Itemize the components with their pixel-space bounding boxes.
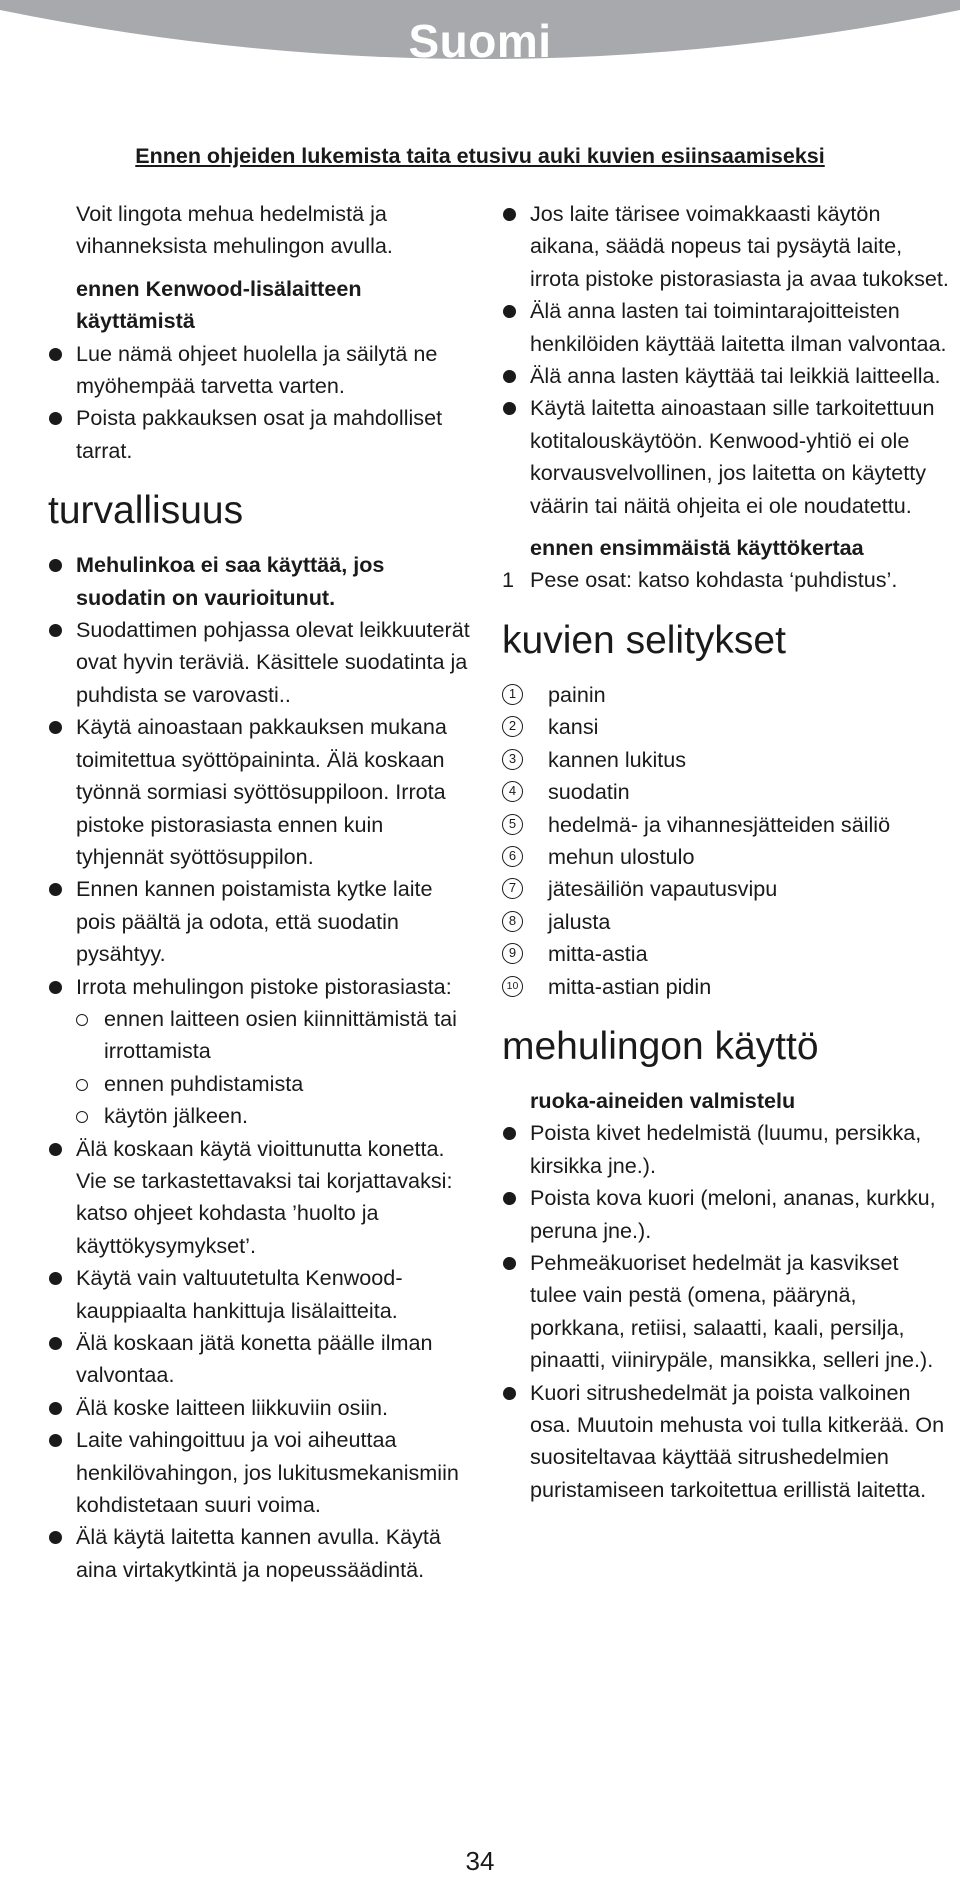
intro-text: Voit lingota mehua hedelmistä ja vihanneksista mehulingon avulla. <box>76 201 393 259</box>
before-use-heading: ennen Kenwood-lisälaitteen käyttämistä <box>76 275 362 334</box>
legend-number: 3 <box>502 749 523 770</box>
unplug-sublist <box>76 1003 476 1133</box>
legend-label: mehun ulostulo <box>548 843 695 869</box>
list-item: Poista pakkauksen osat ja mahdolliset tarrat. <box>76 402 476 467</box>
safety-list-continued <box>530 198 950 522</box>
legend-item <box>508 776 950 808</box>
list-item: Käytä ainoastaan pakkauksen mukana toimitettua syöttöpaininta. Älä koskaan työnnä sormiasi syöttösuppiloon. Irrota pistoke pistorasiasta ennen kuin tyhjennät syöttösuppilon. <box>76 711 476 873</box>
legend-label: hedelmä- ja vihannesjätteiden säiliö <box>548 811 891 837</box>
list-item: Kuori sitrushedelmät ja poista valkoinen osa. Muutoin mehusta voi tulla kitkerää. On suositeltavaa käyttää sitrushedelmien puristamiseen tarkoitettua erillistä laitetta. <box>530 1377 950 1507</box>
legend-title: kuvien selitykset <box>502 618 786 662</box>
list-item: Suodattimen pohjassa olevat leikkuuterät ovat hyvin teräviä. Käsittele suodatinta ja puhdista se varovasti.. <box>76 614 476 711</box>
legend-label: jalusta <box>548 908 611 934</box>
legend-label: mitta-astia <box>548 941 648 967</box>
legend-item <box>506 971 950 1003</box>
list-item <box>76 971 476 1133</box>
list-item: Lue nämä ohjeet huolella ja säilytä ne myöhempää tarvetta varten. <box>76 338 476 403</box>
page-number: 34 <box>465 1846 495 1876</box>
step-text: Pese osat: katso kohdasta ‘puhdistus’. <box>530 567 898 593</box>
list-item: Laite vahingoittuu ja voi aiheuttaa henkilövahingon, jos lukitusmekanismiin kohdistetaan suuri voima. <box>76 1424 476 1521</box>
sub-list-item: ennen puhdistamista <box>76 1068 476 1100</box>
prep-heading: ruoka-aineiden valmistelu <box>530 1087 796 1113</box>
list-item: Älä anna lasten tai toimintarajoitteisten henkilöiden käyttää laitetta ilman valvontaa. <box>530 295 950 360</box>
legend-number: 4 <box>502 781 523 802</box>
safety-title: turvallisuus <box>48 489 244 533</box>
first-use-heading: ennen ensimmäistä käyttökertaa <box>530 535 864 561</box>
sub-list-item: käytön jälkeen. <box>76 1100 476 1132</box>
step-item <box>502 564 950 596</box>
safety-list <box>76 549 476 1586</box>
legend-number: 7 <box>502 878 523 899</box>
prep-list <box>530 1117 950 1506</box>
list-item: Älä koske laitteen liikkuviin osiin. <box>76 1392 476 1424</box>
legend-item <box>508 711 950 743</box>
left-column <box>48 198 476 1586</box>
unplug-text: Irrota mehulingon pistoke pistorasiasta: <box>76 973 452 999</box>
step-number: 1 <box>502 567 515 593</box>
page-title: Suomi <box>408 15 552 67</box>
legend-item <box>508 873 950 905</box>
legend-item <box>508 744 950 776</box>
list-item: Poista kivet hedelmistä (luumu, persikka, kirsikka jne.). <box>530 1117 950 1182</box>
list-item: Älä anna lasten käyttää tai leikkiä laitteella. <box>530 360 950 392</box>
legend-item <box>508 906 950 938</box>
legend-item <box>508 679 950 711</box>
legend-number: 10 <box>502 976 523 997</box>
first-use-steps <box>502 564 950 596</box>
legend-label: kannen lukitus <box>548 746 687 772</box>
list-item: Ennen kannen poistamista kytke laite pois päältä ja odota, että suodatin pysähtyy. <box>76 873 476 970</box>
legend-label: kansi <box>548 714 599 740</box>
legend-item <box>508 809 950 841</box>
right-column <box>502 198 950 1506</box>
before-use-list <box>76 338 476 468</box>
legend-label: suodatin <box>548 779 630 805</box>
legend-label: jätesäiliön vapautusvipu <box>548 876 778 902</box>
intro-note: Ennen ohjeiden lukemista taita etusivu auki kuvien esiinsaamiseksi <box>135 144 825 168</box>
usage-title: mehulingon käyttö <box>502 1024 819 1068</box>
list-item: Poista kova kuori (meloni, ananas, kurkku, peruna jne.). <box>530 1182 950 1247</box>
legend-item <box>508 938 950 970</box>
legend-number: 6 <box>502 846 523 867</box>
list-item: Älä koskaan käytä vioittunutta konetta. Vie se tarkastettavaksi tai korjattavaksi: katso ohjeet kohdasta ’huolto ja käyttökysymykset’. <box>76 1133 476 1263</box>
list-item: Älä koskaan jätä konetta päälle ilman valvontaa. <box>76 1327 476 1392</box>
legend-number: 2 <box>502 716 523 737</box>
list-item: Älä käytä laitetta kannen avulla. Käytä aina virtakytkintä ja nopeussäädintä. <box>76 1521 476 1586</box>
list-item: Käytä vain valtuutetulta Kenwood-kauppiaalta hankittuja lisälaitteita. <box>76 1262 476 1327</box>
sub-list-item: ennen laitteen osien kiinnittämistä tai irrottamista <box>76 1003 476 1068</box>
legend-list <box>506 679 950 1003</box>
list-item: Jos laite tärisee voimakkaasti käytön aikana, säädä nopeus tai pysäytä laite, irrota pistoke pistorasiasta ja avaa tukokset. <box>530 198 950 295</box>
list-item: Käytä laitetta ainoastaan sille tarkoitettuun kotitalouskäytöön. Kenwood-yhtiö ei ole korvausvelvollinen, jos laitetta on käytetty väärin tai näitä ohjeita ei ole noudatettu. <box>530 392 950 522</box>
legend-label: painin <box>548 681 606 707</box>
list-item: Mehulinkoa ei saa käyttää, jos suodatin on vaurioitunut. <box>76 549 476 614</box>
list-item: Pehmeäkuoriset hedelmät ja kasvikset tulee vain pestä (omena, päärynä, porkkana, retiisi, salaatti, kaali, persilja, pinaatti, viinirypäle, mansikka, selleri jne.). <box>530 1247 950 1377</box>
legend-number: 1 <box>502 684 523 705</box>
legend-number: 9 <box>502 943 523 964</box>
legend-number: 5 <box>502 814 523 835</box>
legend-number: 8 <box>502 911 523 932</box>
legend-item <box>508 841 950 873</box>
legend-label: mitta-astian pidin <box>548 973 712 999</box>
